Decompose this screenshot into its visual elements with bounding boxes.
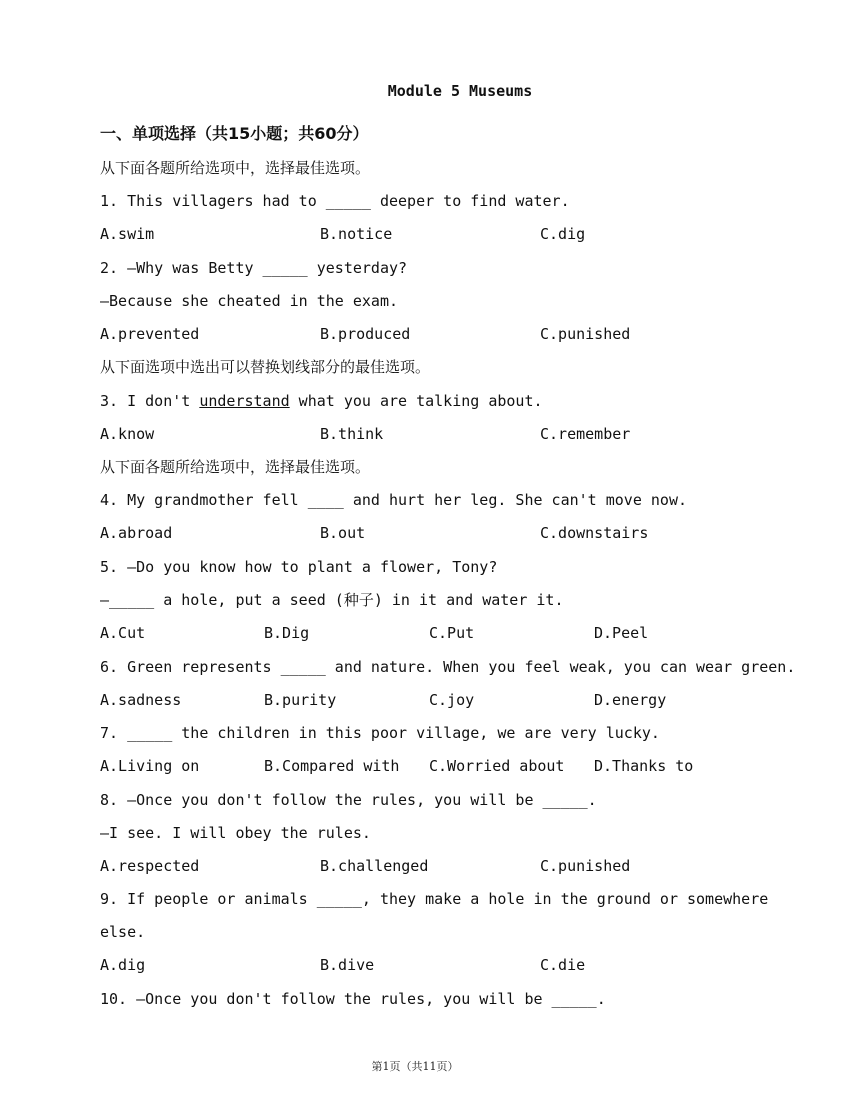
q5-option-b: B.Dig: [264, 624, 310, 642]
question-7-stem: 7. _____ the children in this poor village, we are very lucky.: [100, 724, 660, 742]
q4-option-a: A.abroad: [100, 524, 173, 542]
q1-option-b: B.notice: [320, 225, 393, 243]
q8-option-a: A.respected: [100, 857, 200, 875]
question-8-stem: 8. —Once you don't follow the rules, you will be _____.: [100, 791, 597, 809]
q2-option-b: B.produced: [320, 325, 411, 343]
q3-option-c: C.remember: [540, 425, 631, 443]
q9-option-c: C.die: [540, 956, 586, 974]
q7-option-d: D.Thanks to: [594, 757, 694, 775]
q7-option-a: A.Living on: [100, 757, 200, 775]
q6-option-c: C.joy: [429, 691, 475, 709]
instruction-text: 从下面选项中选出可以替换划线部分的最佳选项。: [100, 358, 431, 376]
q7-option-c: C.Worried about: [429, 757, 565, 775]
question-5-stem: 5. —Do you know how to plant a flower, Tony?: [100, 558, 498, 576]
question-2-reply: —Because she cheated in the exam.: [100, 292, 399, 310]
q3-option-a: A.know: [100, 425, 155, 443]
q3-underlined-word: understand: [199, 392, 290, 410]
q1-option-a: A.swim: [100, 225, 155, 243]
question-9-stem-cont: else.: [100, 923, 146, 941]
q6-option-b: B.purity: [264, 691, 337, 709]
page-title: Module 5 Museums: [387, 82, 533, 100]
question-2-stem: 2. —Why was Betty _____ yesterday?: [100, 259, 408, 277]
q6-option-a: A.sadness: [100, 691, 182, 709]
q5-option-a: A.Cut: [100, 624, 146, 642]
question-1-stem: 1. This villagers had to _____ deeper to find water.: [100, 192, 570, 210]
q3-stem-end: what you are talking about.: [289, 392, 543, 410]
instruction-text: 从下面各题所给选项中，选择最佳选项。: [100, 458, 371, 476]
q9-option-a: A.dig: [100, 956, 146, 974]
question-6-stem: 6. Green represents _____ and nature. When you feel weak, you can wear green.: [100, 658, 796, 676]
q3-stem-start: 3. I don't: [100, 392, 200, 410]
instruction-text: 从下面各题所给选项中，选择最佳选项。: [100, 159, 371, 177]
page-footer: 第1页（共11页）: [371, 1060, 459, 1073]
q5-option-c: C.Put: [429, 624, 475, 642]
question-8-reply: —I see. I will obey the rules.: [100, 824, 371, 842]
q9-option-b: B.dive: [320, 956, 375, 974]
q2-option-c: C.punished: [540, 325, 631, 343]
question-10-stem: 10. —Once you don't follow the rules, you will be _____.: [100, 990, 606, 1008]
question-9-stem: 9. If people or animals _____, they make a hole in the ground or somewhere: [100, 890, 769, 908]
q7-option-b: B.Compared with: [264, 757, 400, 775]
q4-option-b: B.out: [320, 524, 366, 542]
section-heading: 一、单项选择（共15小题；共60分）: [100, 124, 369, 143]
q6-option-d: D.energy: [594, 691, 667, 709]
question-4-stem: 4. My grandmother fell ____ and hurt her leg. She can't move now.: [100, 491, 687, 509]
q1-option-c: C.dig: [540, 225, 586, 243]
question-5-reply: —_____ a hole, put a seed (种子) in it and water it.: [100, 591, 564, 609]
q8-option-b: B.challenged: [320, 857, 429, 875]
q3-option-b: B.think: [320, 425, 384, 443]
q8-option-c: C.punished: [540, 857, 631, 875]
q2-option-a: A.prevented: [100, 325, 200, 343]
question-3-stem: [100, 391, 543, 411]
q4-option-c: C.downstairs: [540, 524, 649, 542]
q5-option-d: D.Peel: [594, 624, 649, 642]
